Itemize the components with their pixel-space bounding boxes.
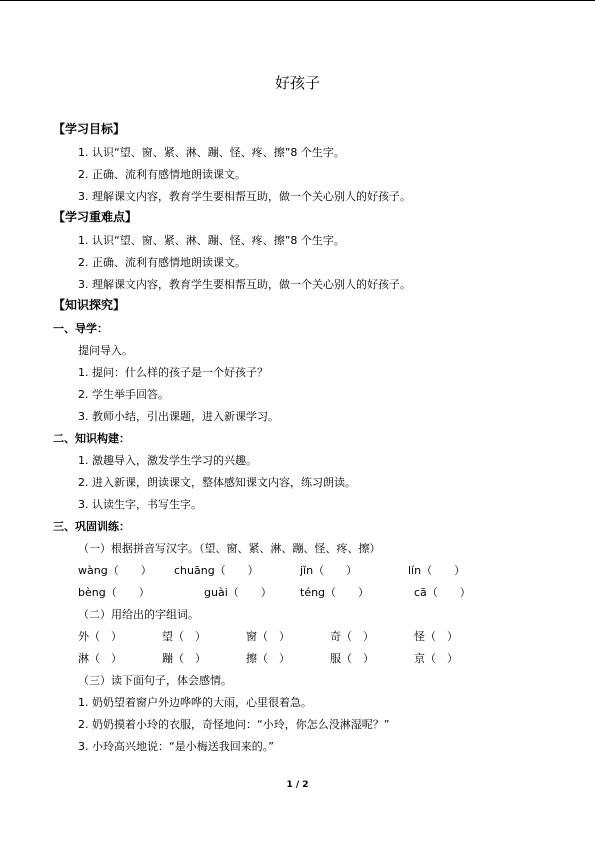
part1-item-1: 1. 提问：什么样的孩子是一个好孩子？ [78,366,268,379]
part2-item-3: 3. 认读生字，书写生字。 [78,498,202,511]
top-border-line [0,0,595,1]
pinyin-cell: bèng（ ） [78,586,150,599]
pinyin-cell: guài（ ） [204,586,272,599]
part1-item-3: 3. 教师小结，引出课题，进入新课学习。 [78,410,279,423]
word-cell: 蹦（ ） [162,652,206,665]
page-number: 1 / 2 [286,780,309,790]
explore-heading: 【知识探究】 [53,298,126,312]
word-cell: 京（ ） [414,652,458,665]
part2-item-1: 1. 激趣导入，激发学生学习的兴趣。 [78,454,257,467]
pinyin-cell: cā（ ） [414,586,471,599]
word-cell: 奇（ ） [330,630,374,643]
part1-item-2: 2. 学生举手回答。 [78,388,169,401]
goals-item-1: 1. 认识“望、窗、紧、淋、蹦、怪、疼、擦”8 个生字。 [78,146,345,159]
part1-intro: 提问导入。 [78,344,133,357]
word-cell: 淋（ ） [78,652,122,665]
ex3-prompt: （三）读下面句子，体会感情。 [78,674,232,687]
part1-heading: 一、导学： [53,322,108,335]
key-points-item-2: 2. 正确、流利有感情地朗读课文。 [78,256,246,269]
ex3-item-3: 3. 小玲高兴地说：“是小梅送我回来的。” [78,740,274,753]
word-cell: 望（ ） [162,630,206,643]
ex3-item-1: 1. 奶奶望着窗户外边哗哗的大雨，心里很着急。 [78,696,312,709]
pinyin-cell: wàng（ ） [78,564,152,577]
pinyin-cell: lín（ ） [408,564,466,577]
ex1-prompt: （一）根据拼音写汉字。（望、窗、紧、淋、蹦、怪、疼、擦） [78,542,381,555]
part2-heading: 二、知识构建： [53,432,130,445]
word-cell: 窗（ ） [246,630,290,643]
pinyin-cell: jǐn（ ） [300,564,358,577]
word-cell: 服（ ） [330,652,374,665]
goals-item-3: 3. 理解课文内容，教育学生要相帮互助，做一个关心别人的好孩子。 [78,190,411,203]
key-points-heading: 【学习重难点】 [53,210,138,224]
key-points-item-1: 1. 认识“望、窗、紧、淋、蹦、怪、疼、擦”8 个生字。 [78,234,345,247]
word-cell: 外（ ） [78,630,122,643]
pinyin-cell: téng（ ） [300,586,370,599]
key-points-item-3: 3. 理解课文内容，教育学生要相帮互助，做一个关心别人的好孩子。 [78,278,411,291]
ex3-item-2: 2. 奶奶摸着小玲的衣服，奇怪地问：“小玲，你怎么没淋湿呢？” [78,718,390,731]
goals-item-2: 2. 正确、流利有感情地朗读课文。 [78,168,246,181]
part2-item-2: 2. 进入新课，朗读课文，整体感知课文内容，练习朗读。 [78,476,356,489]
word-cell: 擦（ ） [246,652,290,665]
goals-heading: 【学习目标】 [53,122,126,136]
word-cell: 怪（ ） [414,630,458,643]
pinyin-cell: chuāng（ ） [174,564,259,577]
page-title: 好孩子 [274,74,320,92]
part3-heading: 三、巩固训练： [53,520,130,533]
ex2-prompt: （二）用给出的字组词。 [78,608,199,621]
